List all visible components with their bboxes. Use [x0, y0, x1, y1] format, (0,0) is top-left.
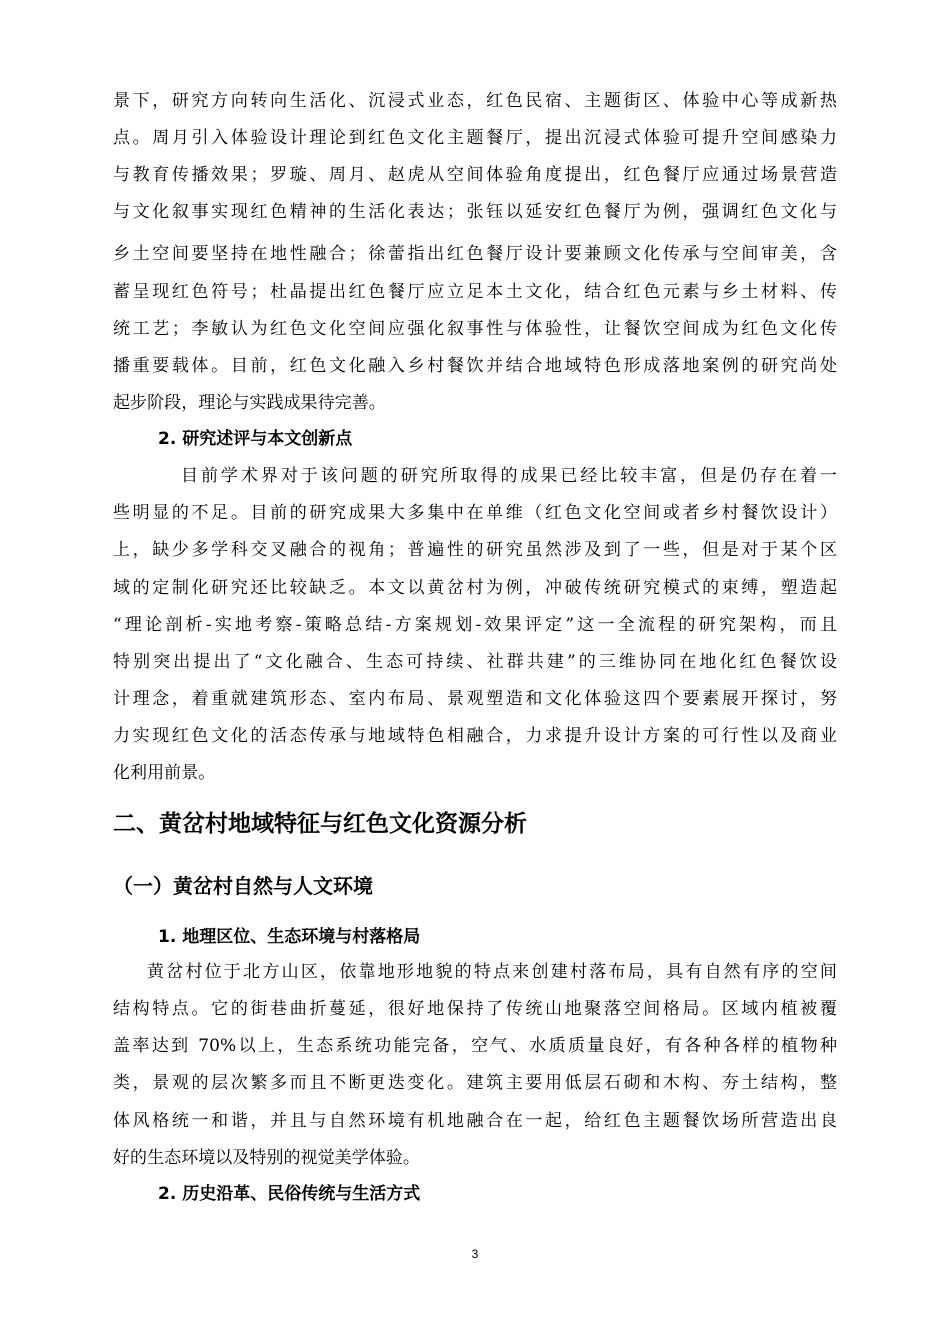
text-line: 起步阶段，理论与实践成果待完善。 — [113, 393, 386, 413]
subheading-geography: 1. 地理区位、生态环境与村落格局 — [158, 927, 421, 947]
text-line: 上，缺少多学科交叉融合的视角；普遍性的研究虽然涉及到了一些，但是对于某个区 — [113, 540, 837, 560]
text-line: 统工艺；李敏认为红色文化空间应强化叙事性与体验性，让餐饮空间成为红色文化传 — [113, 319, 837, 339]
chapter-heading: 二、黄岔村地域特征与红色文化资源分析 — [113, 811, 527, 837]
text-line: 与文化叙事实现红色精神的生活化表达；张钰以延安红色餐厅为例，强调红色文化与 — [113, 202, 837, 222]
text-line: 计理念，着重就建筑形态、室内布局、景观塑造和文化体验这四个要素展开探讨，努 — [113, 689, 837, 709]
text-line: 黄岔村位于北方山区，依靠地形地貌的特点来创建村落布局，具有自然有序的空间 — [147, 962, 837, 982]
text-line: 结构特点。它的街巷曲折蔓延，很好地保持了传统山地聚落空间格局。区域内植被覆 — [113, 999, 837, 1019]
text-line: 与教育传播效果；罗璇、周月、赵虎从空间体验角度提出，红色餐厅应通过场景营造 — [113, 165, 837, 185]
text-line: 目前学术界对于该问题的研究所取得的成果已经比较丰富，但是仍存在着一 — [181, 466, 837, 486]
subheading-review: 2. 研究述评与本文创新点 — [158, 429, 353, 449]
text-line: 化利用前景。 — [113, 763, 216, 783]
text-line: 点。周月引入体验设计理论到红色文化主题餐厅，提出沉浸式体验可提升空间感染力 — [113, 128, 837, 148]
text-line: 蓄呈现红色符号；杜晶提出红色餐厅应立足本土文化，结合红色元素与乡土材料、传 — [113, 282, 837, 302]
text-line: 些明显的不足。目前的研究成果大多集中在单维（红色文化空间或者乡村餐饮设计） — [113, 503, 837, 523]
text-line: 盖率达到 70%以上，生态系统功能完备，空气、水质质量良好，有各种各样的植物种 — [113, 1036, 837, 1056]
section-heading: （一）黄岔村自然与人文环境 — [113, 874, 373, 898]
text-line: “理论剖析-实地考察-策略总结-方案规划-效果评定”这一全流程的研究架构，而且 — [113, 615, 837, 635]
text-line: 景下，研究方向转向生活化、沉浸式业态，红色民宿、主题街区、体验中心等成新热 — [113, 91, 837, 111]
page-number: 3 — [471, 1247, 479, 1261]
text-line: 播重要载体。目前，红色文化融入乡村餐饮并结合地域特色形成落地案例的研究尚处 — [113, 356, 837, 376]
text-line: 类，景观的层次繁多而且不断更迭变化。建筑主要用低层石砌和木构、夯土结构，整 — [113, 1073, 837, 1093]
text-line: 力实现红色文化的活态传承与地域特色相融合，力求提升设计方案的可行性以及商业 — [113, 726, 837, 746]
text-line: 体风格统一和谐，并且与自然环境有机地融合在一起，给红色主题餐饮场所营造出良 — [113, 1111, 837, 1131]
subheading-history: 2. 历史沿革、民俗传统与生活方式 — [158, 1184, 421, 1204]
text-line: 乡土空间要坚持在地性融合；徐蕾指出红色餐厅设计要兼顾文化传承与空间审美，含 — [113, 244, 837, 264]
text-line: 域的定制化研究还比较缺乏。本文以黄岔村为例，冲破传统研究模式的束缚，塑造起 — [113, 578, 837, 598]
text-line: 特别突出提出了“文化融合、生态可持续、社群共建”的三维协同在地化红色餐饮设 — [113, 652, 837, 672]
text-line: 好的生态环境以及特别的视觉美学体验。 — [113, 1148, 420, 1168]
